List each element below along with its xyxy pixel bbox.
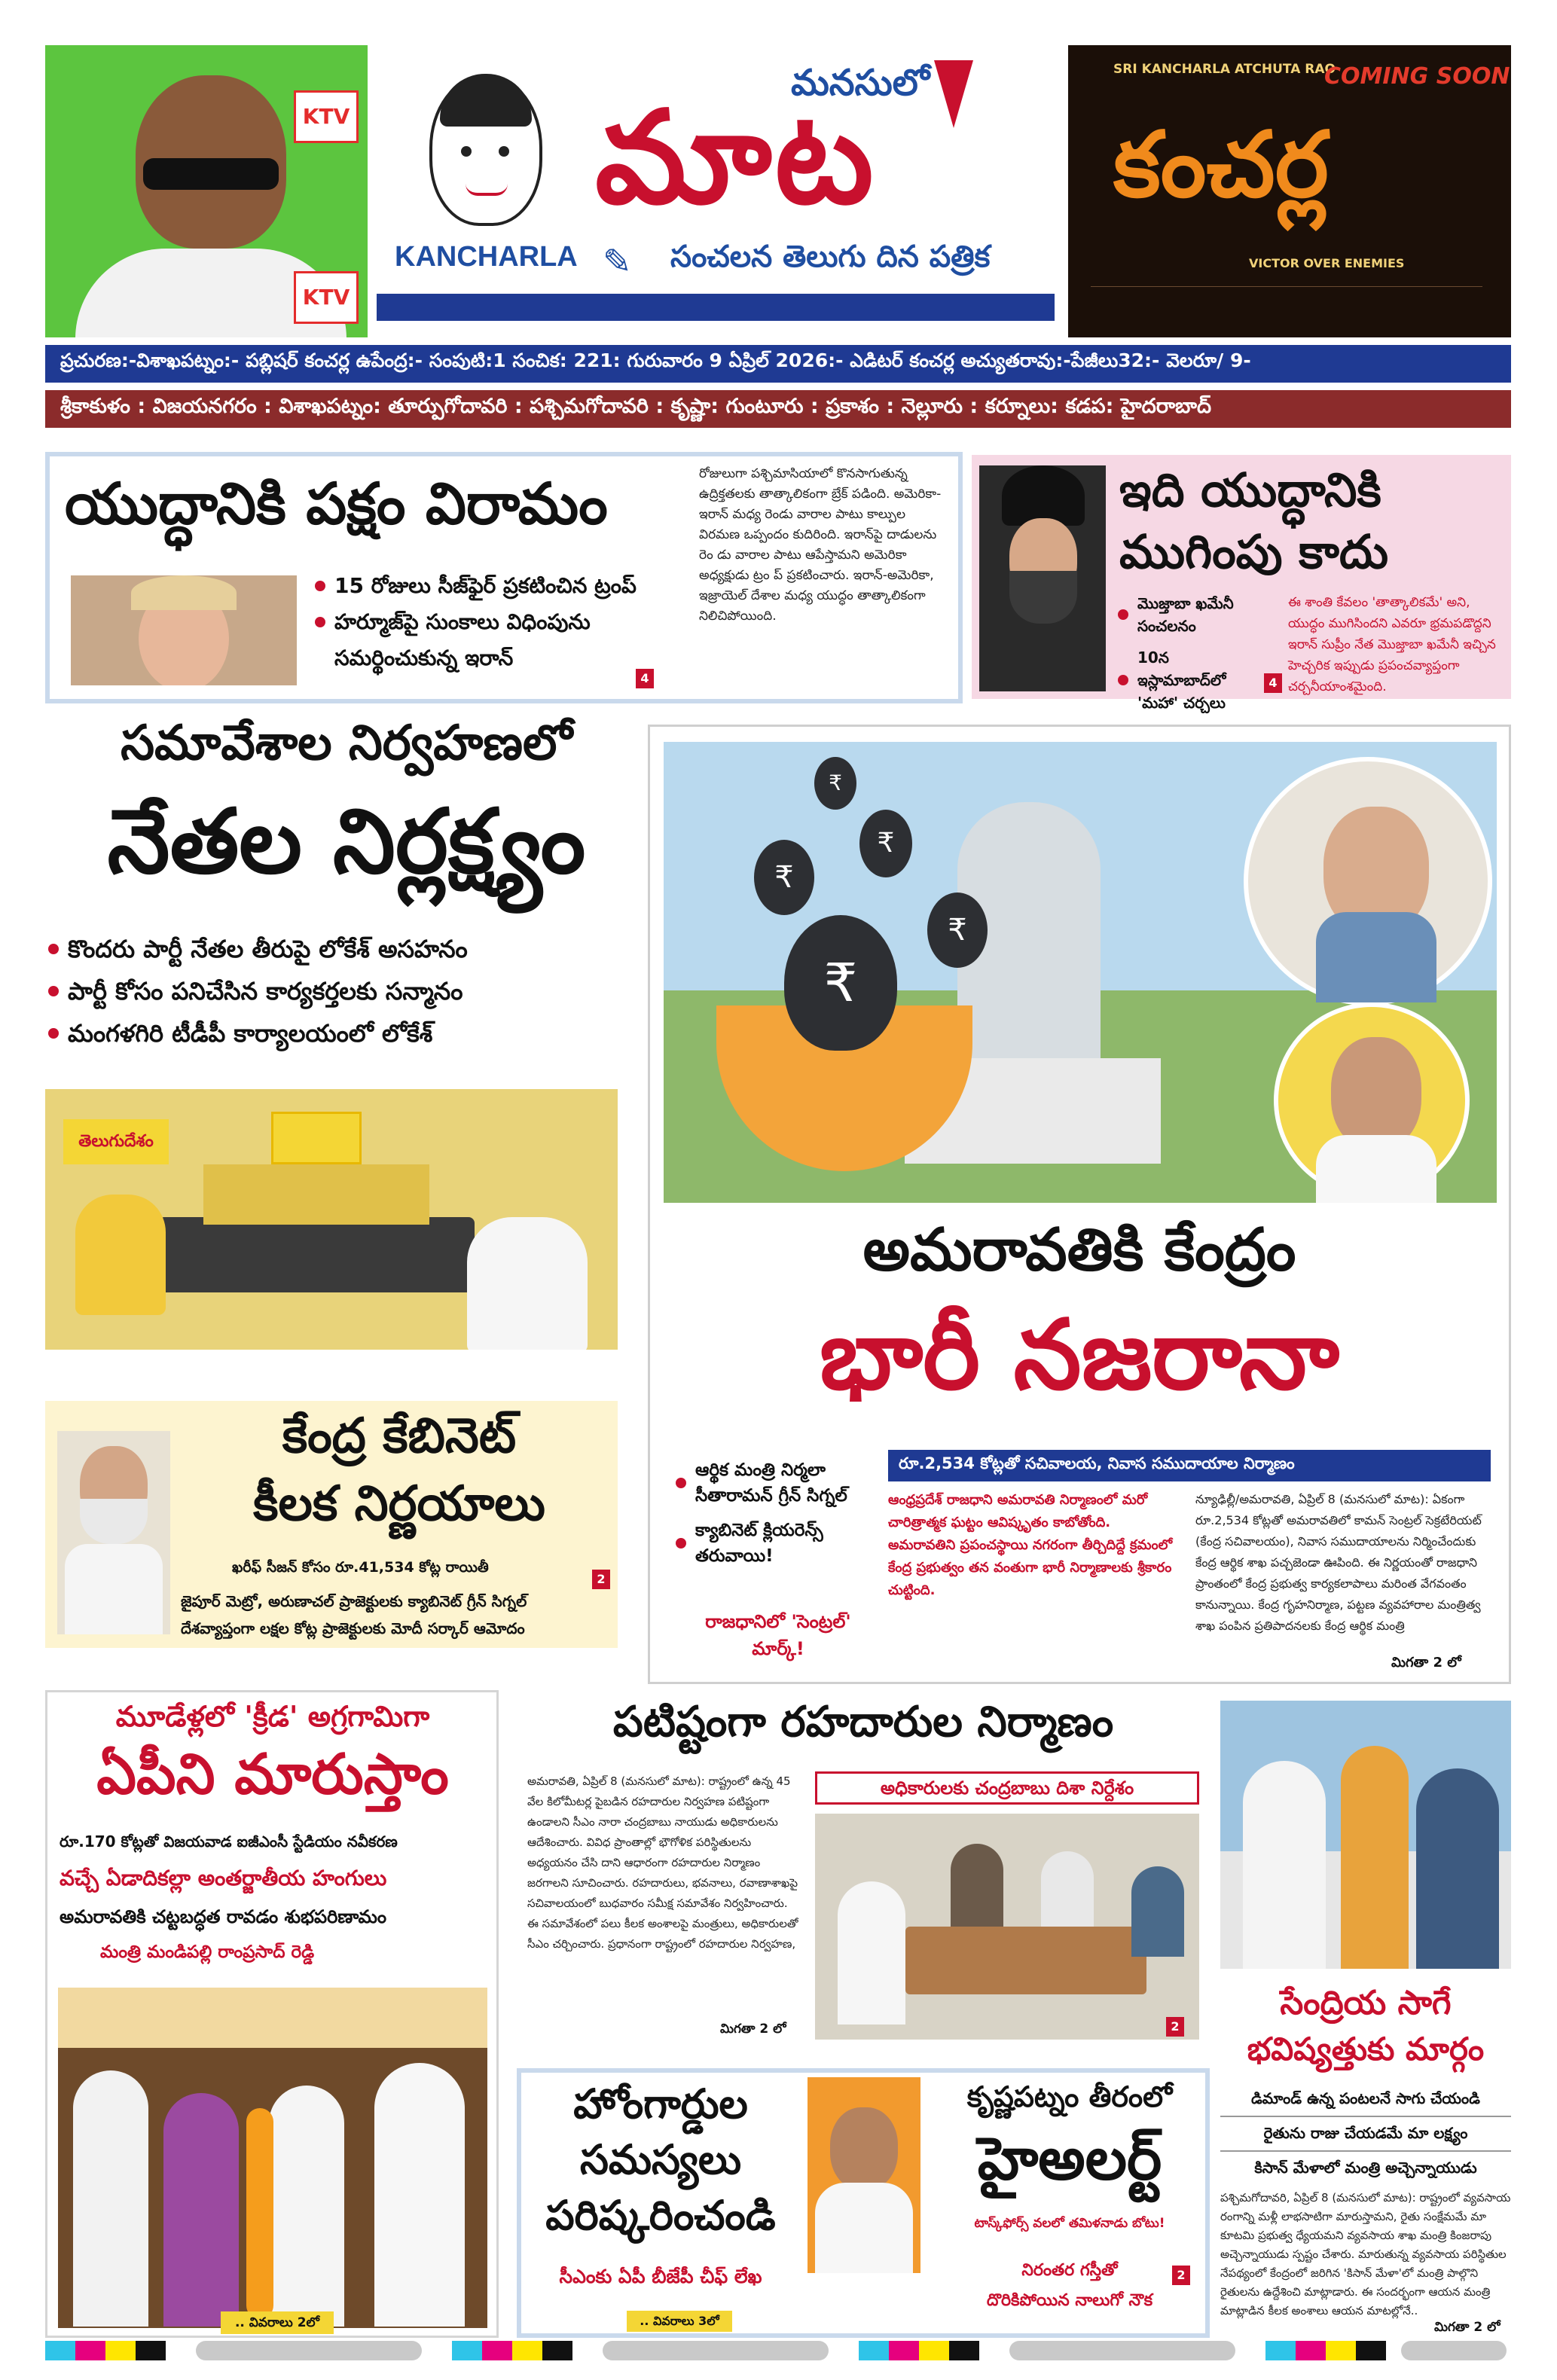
sports-line: వచ్చే ఏడాదికల్లా అంతర్జాతీయ హంగులు [60, 1866, 387, 1890]
amaravati-mid-red: ఆంధ్రప్రదేశ్ రాజధాని అమరావతి నిర్మాణంలో మరో చారిత్రాత్మక ఘట్టం ఆవిష్కృతం కాబోతోంది. అమరావతిని ప్రపంచస్థాయి నగరంగా తీర్చిదిద్దే క్రమంలో కేంద్ర ప్రభుత్వం తన వంతుగా భారీ నిర్మాణాలకు శ్రీకారం చుట్టింది. [888, 1492, 1173, 1598]
roads-sub: అధికారులకు చంద్రబాబు దిశా నిర్దేశం [815, 1771, 1199, 1805]
naidu-circle-photo [1274, 1002, 1470, 1198]
farmers-text: పశ్చిమగోదావరి, ఏప్రిల్ 8 (మనసులో మాట): రాష్ట్రంలో వ్యవసాయ రంగాన్ని మళ్లీ లాభసాటిగా మారుస్తామని, రైతు సంక్షేమమే మా కూటమి ప్రభుత్వ ధ్యేయమని వ్యవసాయ శాఖ మంత్రి కింజరాపు అచ్చెన్నాయుడు స్పష్టం చేశారు. మారుతున్న వ్యవసాయ పరిస్థితుల నేపథ్యంలో కేంద్రంలో జరిగిన 'కిసాన్ మేళా'లో మంత్రి పాల్గొని రైతులను ఉద్దేశించి మాట్లాడారు. ఈ సందర్భంగా ఆయన మంత్రి మాట్లాడిన కీలక అంశాలు ఆయన మాటల్లోనే.. [1220, 2191, 1511, 2317]
story-war-not-over [972, 455, 1511, 712]
money-bag-icon: ₹ [927, 892, 988, 968]
right-ad-poster [1068, 45, 1511, 337]
farmers-line: డిమాండ్ ఉన్న పంటలనే సాగు చేయండి [1220, 2089, 1511, 2117]
trump-photo [71, 575, 297, 685]
amaravati-headline-2: భారీ నజరానా [819, 1299, 1340, 1411]
right-ad-movie: కంచర్ల [1113, 113, 1329, 218]
farmers-line: రైతును రాజు చేయడమే మా లక్ష్యం [1220, 2124, 1511, 2152]
page-ref: 2 [1172, 2266, 1190, 2285]
sports-more: .. వివరాలు 2లో [221, 2311, 334, 2334]
story-roads [517, 1690, 1210, 2044]
leaders-bullets [45, 928, 633, 1054]
info-bar [45, 345, 1511, 383]
sports-line: మంత్రి మండిపల్లి రాంప్రసాద్ రెడ్డి [100, 1942, 315, 1962]
right-ad-coming: COMING SOON [1324, 63, 1510, 90]
info-bar-text: ప్రచురణ:-విశాఖపట్నం:- పబ్లిషర్ కంచర్ల ఉపేంద్ర:- సంపుటి:1 సంచిక: 221: గురువారం 9 ఏప్రిల్ 2026:- ఎడిటర్ కంచర్ల అచ్యుతరావు:-పేజీలు32:- వెలరూ/ 9- [60, 349, 1251, 371]
ceasefire-headline: యుద్ధానికి పక్షం విరామం [65, 470, 608, 537]
khamenei-photo [979, 465, 1106, 691]
money-bag-icon: ₹ [754, 840, 814, 915]
sports-line: అమరావతికి చట్టబద్ధత రావడం శుభపరిణామం [60, 1906, 387, 1927]
story-homeguards-alert [517, 2068, 1210, 2338]
page-ref: 4 [1264, 673, 1282, 693]
homeguards-more: .. వివరాలు 3లో [627, 2311, 732, 2332]
farmers-event-photo [1220, 1701, 1511, 1969]
amaravati-bullets [673, 1457, 884, 1569]
leaders-headline-1: సమావేశాల నిర్వహణలో [121, 716, 572, 771]
war-headline-2: ముగింపు కాదు [1119, 524, 1389, 579]
story-cabinet [45, 1401, 618, 1648]
districts-bar-text: శ్రీకాకుళం : విజయనగరం : విశాఖపట్నం: తూర్పుగోదావరి : పశ్చిమగోదావరి : కృష్ణా: గుంటూరు : ప్రకాశం : నెల్లూరు : కర్నూలు: కడప: హైదరాబాద్ [60, 395, 1212, 418]
farmers-more: మిగతా 2 లో [1434, 2320, 1501, 2335]
war-bullet: మొజ్తాబా ఖమేనీ సంచలనం [1115, 592, 1258, 637]
cabinet-headline-2: కీలక నిర్ణయాలు [253, 1476, 545, 1532]
pen-icon: ✎ [603, 241, 632, 282]
roads-text: అమరావతి, ఏప్రిల్ 8 (మనసులో మాట): రాష్ట్రంలో ఉన్న 45 వేల కిలోమీటర్ల పైబడిన రహదారుల నిర్వహణ పటిష్టంగా ఉండాలని సీఎం నారా చంద్రబాబు నాయుడు అధికారులను ఆదేశించారు. వివిధ ప్రాంతాల్లో భౌగోళిక పరిస్థితులను అధ్యయనం చేసి దాని ఆధారంగా రహదారుల నిర్మాణం జరగాలని సూచించారు. రహదారులు, భవనాలు, రవాణాశాఖపై సచివాలయంలో బుధవారం సమీక్ష సమావేశం నిర్వహించారు. ఈ సమావేశంలో పలు కీలక అంశాలపై మంత్రులు, అధికారులతో సీఎం చర్చించారు. ప్రధానంగా రాష్ట్రంలో రహదారుల నిర్వహణ, [527, 1774, 798, 1951]
masthead-title-small: మనసులో [791, 62, 930, 104]
amaravati-bullet: క్యాబినెట్ క్లియరెన్స్ తరువాయి! [673, 1518, 884, 1569]
right-ad-credits [1091, 286, 1482, 324]
cartoon-face-icon [429, 75, 542, 226]
cabinet-line: జైపూర్ మెట్రో, అరుణాచల్ ప్రాజెక్టులకు క్యాబినెట్ గ్రీన్ సిగ్నల్ [181, 1592, 527, 1610]
homeguards-headline-2: సమస్యలు [579, 2136, 742, 2183]
right-ad-top: SRI KANCHARLA ATCHUTA RAO [1113, 62, 1336, 77]
masthead-blue-bar [377, 294, 1055, 321]
amaravati-sub-red: రాజధానిలో 'సెంట్రల్' మార్క్! [705, 1611, 851, 1659]
ktv-logo: KTV [294, 90, 359, 143]
war-headline-1: ఇది యుద్ధానికి [1119, 462, 1381, 517]
page-ref: 4 [636, 669, 654, 688]
sports-headline-1: మూడేళ్లలో 'క్రీడ' అగ్రగామిగా [115, 1700, 430, 1733]
amaravati-photo [664, 742, 1497, 1203]
leaders-bullet: మంగళగిరి టీడీపీ కార్యాలయంలో లోకేశ్ [45, 1012, 633, 1054]
story-amaravati [648, 725, 1511, 1684]
modi-circle-photo [1244, 757, 1492, 1005]
story-ceasefire [45, 452, 963, 703]
sports-event-photo [58, 1988, 487, 2328]
masthead-title: మాట [595, 84, 877, 233]
story-sports [45, 1690, 499, 2338]
money-bag-icon: ₹ [814, 757, 856, 810]
ceasefire-text: రోజులుగా పశ్చిమాసియాలో కొనసాగుతున్న ఉద్రిక్తతలకు తాత్కాలికంగా బ్రేక్ పడింది. అమెరికా-ఇరాన్ మధ్య రెండు వారాల పాటు కాల్పుల విరమణ ఒప్పందం కుదిరింది. ఇరాన్‌పై దాడులను రెం డు వారాల పాటు ఆపేస్తామని అమెరికా అధ్యక్షుడు ట్రం ప్ ప్రకటించారు. ఇరాన్-అమెరికా, ఇజ్రాయెల్ దేశాల మధ్య యుద్ధం తాత్కాలికంగా నిలిచిపోయింది. [699, 466, 942, 624]
alert-sub-3: దొరికిపోయిన నాలుగో నౌక [986, 2291, 1153, 2310]
roads-meeting-photo [815, 1814, 1199, 2040]
cabinet-headline-1: కేంద్ర కేబినెట్ [282, 1408, 517, 1464]
registration-strip [45, 2341, 1511, 2360]
bjp-leader-photo [808, 2077, 920, 2273]
homeguards-headline-1: హోంగార్డుల [573, 2080, 748, 2128]
roads-more: మిగతా 2 లో [720, 2021, 786, 2037]
photo-banner: తెలుగుదేశం [63, 1119, 169, 1164]
farmers-headline-2: భవిష్యత్తుకు మార్గం [1247, 2031, 1485, 2067]
cabinet-line: ఖరీఫ్ సీజన్ కోసం రూ.41,534 కోట్ల రాయితీ [232, 1559, 489, 1576]
war-bullets [1115, 592, 1258, 714]
money-bag-icon: ₹ [784, 915, 897, 1051]
alert-headline-1: కృష్ణపట్నం తీరంలో [966, 2080, 1173, 2113]
tdp-meeting-photo [45, 1089, 618, 1350]
amaravati-bullet: ఆర్థిక మంత్రి నిర్మలా సీతారామన్ గ్రీన్ సిగ్నల్ [673, 1457, 884, 1509]
money-bag-icon: ₹ [859, 810, 912, 877]
story-farmers [1220, 1690, 1511, 2338]
alert-headline-2: హైఅలర్ట్ [977, 2125, 1162, 2193]
leaders-headline-2: నేతల నిర్లక్ష్యం [107, 789, 586, 893]
amaravati-text: న్యూఢిల్లీ/అమరావతి, ఏప్రిల్ 8 (మనసులో మాట): ఏకంగా రూ.2,534 కోట్లతో అమరావతిలో కామన్ సెంట్రల్ సెక్రటేరియట్ (కేంద్ర సచివాలయం), నివాస సముదాయాలను నిర్మించేందుకు కేంద్ర ఆర్థిక శాఖ పచ్చజెండా ఊపింది. ఈ నిర్ణయంతో రాజధాని ప్రాంతంలో కేంద్ర ప్రభుత్వ కార్యకలాపాలు మరింత వేగవంతం కానున్నాయి. కేంద్ర గృహనిర్మాణ, పట్టణ వ్యవహారాల మంత్రిత్వ శాఖ పంపిన ప్రతిపాదనలకు కేంద్ర ఆర్థిక మంత్రి [1195, 1492, 1482, 1633]
ceasefire-bullet: హర్మూజ్‌పై సుంకాలు విధింపును [312, 604, 688, 640]
roads-headline: పటిష్టంగా రహదారుల నిర్మాణం [612, 1698, 1114, 1747]
leaders-bullet: పార్టీ కోసం పనిచేసిన కార్యకర్తలకు సన్మానం [45, 970, 633, 1012]
right-ad-sub: VICTOR OVER ENEMIES [1249, 256, 1405, 270]
ceasefire-bullets [312, 568, 688, 676]
homeguards-sub: సీఎంకు ఏపీ బీజేపీ చీఫ్ లేఖ [559, 2266, 762, 2287]
war-text: ఈ శాంతి కేవలం 'తాత్కాలికమే' అని, యుద్ధం ముగిసిందని ఎవరూ భ్రమపడొద్దని ఇరాన్ సుప్రీం నేత మొజ్తాబా ఖమేనీ ఇచ్చిన హెచ్చరిక ఇప్పుడు ప్రపంచవ్యాప్తంగా చర్చనీయాంశమైంది. [1288, 595, 1496, 694]
ceasefire-bullet: 15 రోజులు సీజ్‌ఫైర్ ప్రకటించిన ట్రంప్ [312, 568, 688, 604]
sunglasses-icon [143, 158, 279, 190]
homeguards-headline-3: పరిష్కరించండి [545, 2192, 776, 2239]
cartoon-label: KANCHARLA [395, 241, 578, 273]
alert-sub-2: నిరంతర గస్తీతో [1021, 2261, 1118, 2280]
districts-bar [45, 390, 1511, 428]
ktv-logo-small: KTV [294, 271, 359, 324]
leaders-bullet: కొందరు పార్టీ నేతల తీరుపై లోకేశ్ అసహనం [45, 928, 633, 970]
war-bullet: 10న ఇస్లామాబాద్‌లో 'మహా' చర్చలు [1115, 646, 1258, 714]
pen-nib-icon [934, 60, 973, 128]
cabinet-line: దేశవ్యాప్తంగా లక్షల కోట్ల ప్రాజెక్టులకు మోదీ సర్కార్ ఆమోదం [181, 1619, 525, 1637]
sports-headline-2: ఏపీని మారుస్తాం [96, 1742, 449, 1807]
modi-photo [57, 1431, 170, 1634]
left-ad-photo [45, 45, 368, 337]
alert-sub: టాస్క్‌ఫోర్స్ వలలో తమిళనాడు బోటు! [974, 2216, 1165, 2231]
farmers-line: కిసాన్ మేళాలో మంత్రి అచ్చెన్నాయుడు [1254, 2159, 1477, 2177]
page-ref: 2 [592, 1570, 610, 1589]
farmers-headline-1: సేంద్రియ సాగే [1280, 1984, 1452, 2022]
page-ref: 2 [1166, 2017, 1184, 2037]
ceasefire-bullet-cont: సమర్థించుకున్న ఇరాన్ [334, 645, 514, 670]
amaravati-banner: రూ.2,534 కోట్లతో సచివాలయ, నివాస సముదాయాల నిర్మాణం [888, 1450, 1491, 1481]
masthead-tagline: సంచలన తెలుగు దిన పత్రిక [670, 240, 991, 274]
amaravati-headline-1: అమరావతికి కేంద్రం [862, 1216, 1296, 1284]
amaravati-more: మిగతా 2 లో [1391, 1655, 1461, 1671]
sports-line: రూ.170 కోట్లతో విజయవాడ ఐజీఎంసీ స్టేడియం నవీకరణ [60, 1832, 398, 1851]
